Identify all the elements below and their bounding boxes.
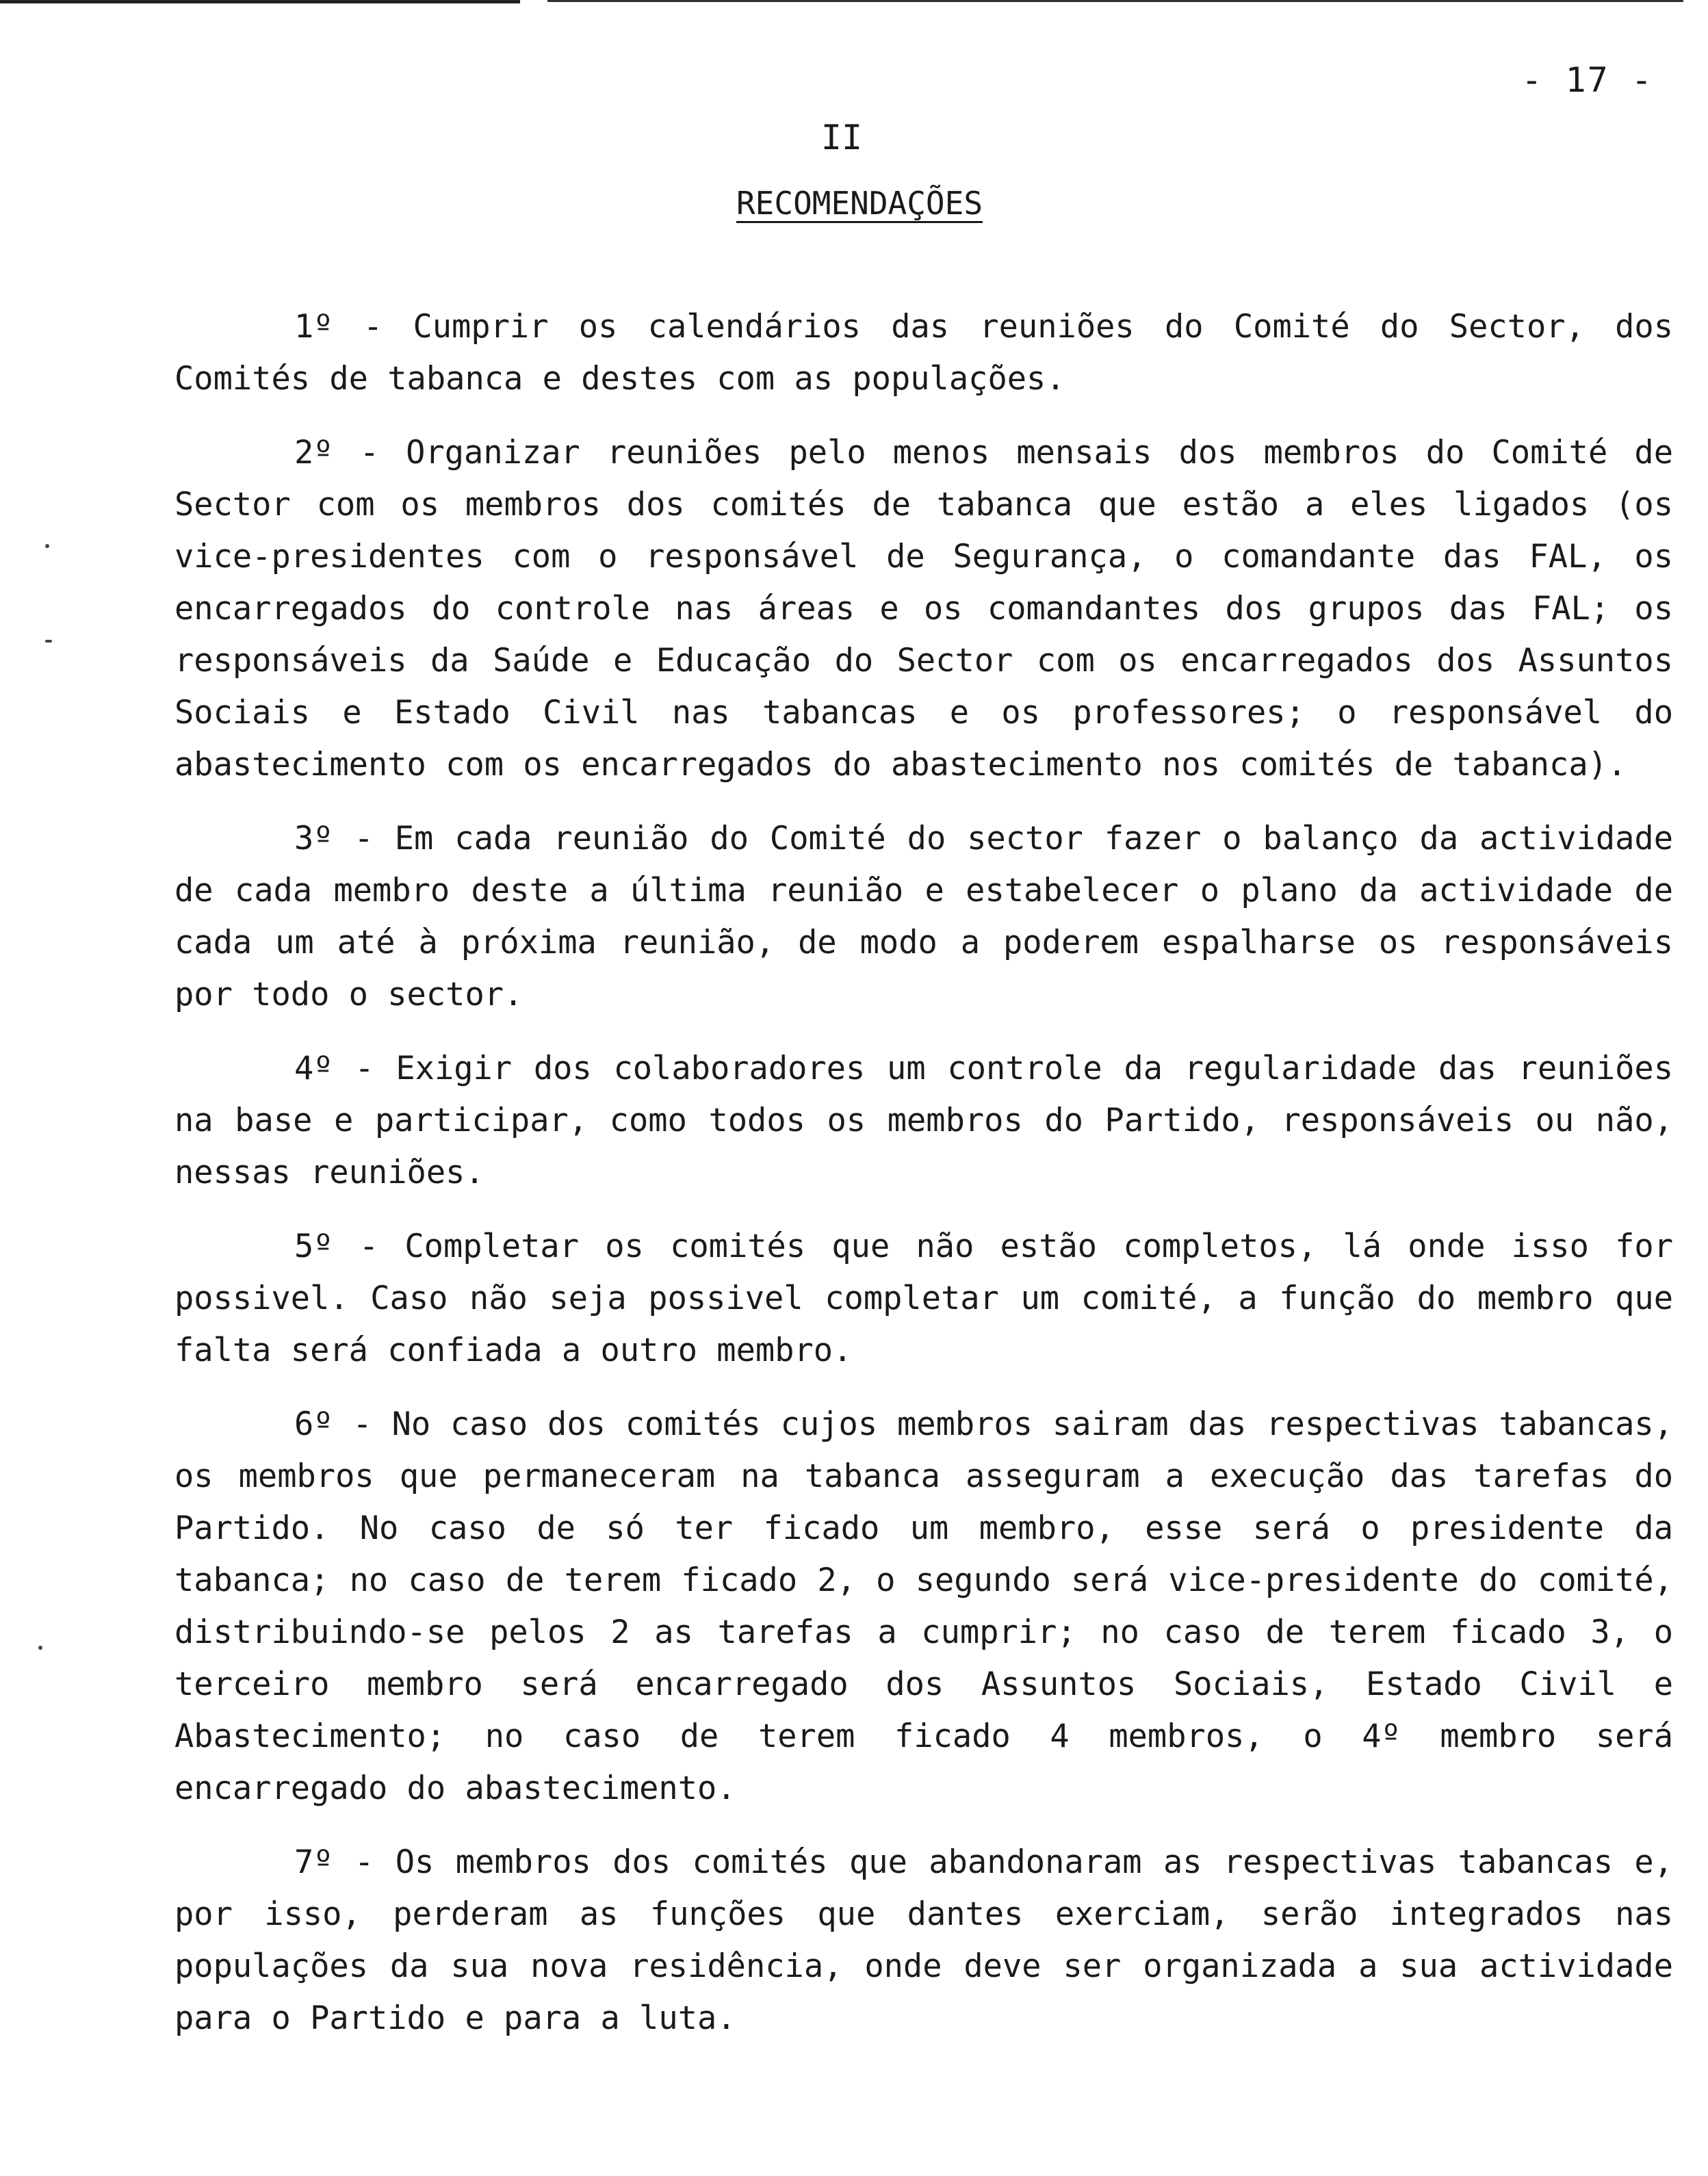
top-rule-right [547, 0, 1683, 2]
item-text: Em cada reunião do Comité do sector fazer o balanço da actividade de cada membro deste a última reunião e estabelecer o plano da actividade de cada um até à próxima reunião, de modo a poderem espalharse os responsáveis por todo o sector. [174, 820, 1674, 1013]
recommendation-item [174, 1043, 1673, 1199]
recommendation-item [174, 427, 1673, 791]
margin-speck [38, 1646, 42, 1650]
item-text: Completar os comités que não estão completos, lá onde isso for possivel. Caso não seja possivel completar um comité, a função do membro que falta será confiada a outro membro. [174, 1228, 1674, 1369]
item-number: 3º - [294, 820, 374, 857]
item-number: 2º - [294, 434, 380, 471]
item-number: 7º - [294, 1843, 374, 1881]
item-text: Exigir dos colaboradores um controle da regularidade das reuniões na base e participar, como todos os membros do Partido, responsáveis ou não, nessas reuniões. [174, 1050, 1674, 1191]
recommendation-item [174, 1399, 1673, 1815]
section-title-text: RECOMENDAÇÕES [736, 185, 983, 222]
margin-speck [45, 544, 49, 548]
item-number: 1º - [294, 308, 383, 346]
item-text: Os membros dos comités que abandonaram as respectivas tabancas e, por isso, perderam as funções que dantes exerciam, serão integrados nas populações da sua nova residência, onde deve ser organizada a sua actividade para o Partido e para a luta. [174, 1843, 1674, 2037]
recommendation-item [174, 301, 1673, 405]
recommendation-item [174, 813, 1673, 1021]
item-number: 6º - [294, 1406, 372, 1443]
top-rule [0, 0, 520, 3]
item-text: Cumprir os calendários das reuniões do Comité do Sector, dos Comités de tabanca e destes com as populações. [174, 308, 1674, 398]
item-number: 5º - [294, 1228, 379, 1265]
margin-speck [45, 640, 52, 643]
section-title [0, 185, 1708, 222]
item-text: Organizar reuniões pelo menos mensais dos membros do Comité de Sector com os membros dos comités de tabanca que estão a eles ligados (os vice-presidentes com o responsável de Segurança, o comandante das FAL, os encarregados do controle nas áreas e os comandantes dos grupos das FAL; os responsáveis da Saúde e Educação do Sector com os encarregados dos Assuntos Sociais e Estado Civil nas tabancas e os professores; o responsável do abastecimento com os encarregados do abastecimento nos comités de tabanca). [174, 434, 1673, 783]
recommendations-list [174, 301, 1673, 2067]
section-number-text: II [820, 118, 863, 157]
recommendation-item [174, 1837, 1673, 2045]
page-number: - 17 - [1521, 60, 1653, 100]
item-number: 4º - [294, 1050, 374, 1087]
recommendation-item [174, 1221, 1673, 1377]
section-number [0, 118, 1708, 157]
item-text: No caso dos comités cujos membros sairam das respectivas tabancas, os membros que permaneceram na tabanca asseguram a execução das tarefas do Partido. No caso de só ter ficado um membro, esse será o presidente da tabanca; no caso de terem ficado 2, o segundo será vice-presidente do comité, distribuindo-se pelos 2 as tarefas a cumprir; no caso de terem ficado 3, o terceiro membro será encarregado dos Assuntos Sociais, Estado Civil e Abastecimento; no caso de terem ficado 4 membros, o 4º membro será encarregado do abastecimento. [174, 1406, 1674, 1807]
